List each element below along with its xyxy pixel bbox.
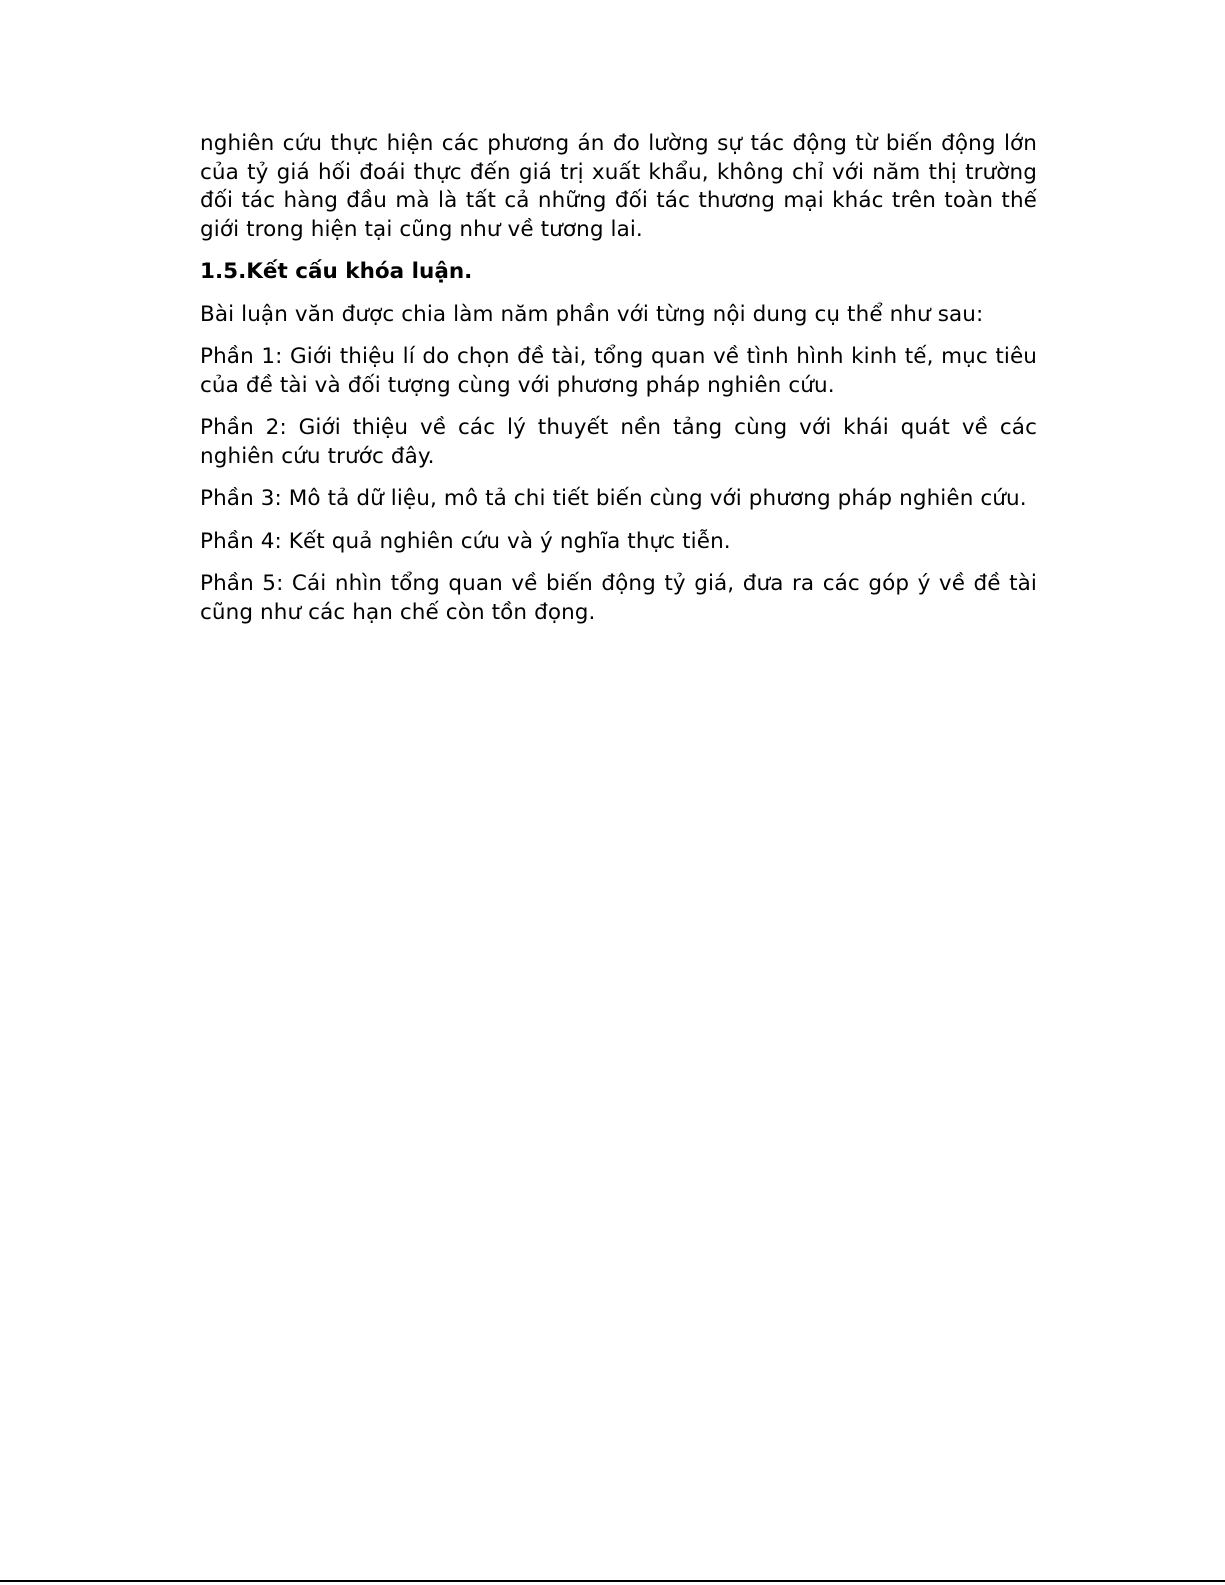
part-2-paragraph: Phần 2: Giới thiệu về các lý thuyết nền tảng cùng với khái quát về các nghiên cứu trước đây. (200, 415, 1037, 469)
page-content (200, 130, 1037, 641)
intro-paragraph: nghiên cứu thực hiện các phương án đo lường sự tác động từ biến động lớn của tỷ giá hối đoái thực đến giá trị xuất khẩu, không chỉ với năm thị trường đối tác hàng đầu mà là tất cả những đối tác thương mại khác trên toàn thế giới trong hiện tại cũng như về tương lai. (200, 131, 1037, 242)
part-3-paragraph: Phần 3: Mô tả dữ liệu, mô tả chi tiết biến cùng với phương pháp nghiên cứu. (200, 486, 1027, 511)
part-1-paragraph: Phần 1: Giới thiệu lí do chọn đề tài, tổng quan về tình hình kinh tế, mục tiêu của đề tài và đối tượng cùng với phương pháp nghiên cứu. (200, 344, 1037, 398)
structure-intro-paragraph: Bài luận văn được chia làm năm phần với từng nội dung cụ thể như sau: (200, 301, 984, 327)
section-heading: 1.5.Kết cấu khóa luận. (200, 259, 473, 284)
part-5-paragraph: Phần 5: Cái nhìn tổng quan về biến động tỷ giá, đưa ra các góp ý về đề tài cũng như các hạn chế còn tồn đọng. (200, 571, 1037, 625)
page-bottom-divider (0, 1580, 1225, 1582)
part-4-paragraph: Phần 4: Kết quả nghiên cứu và ý nghĩa thực tiễn. (200, 528, 731, 554)
